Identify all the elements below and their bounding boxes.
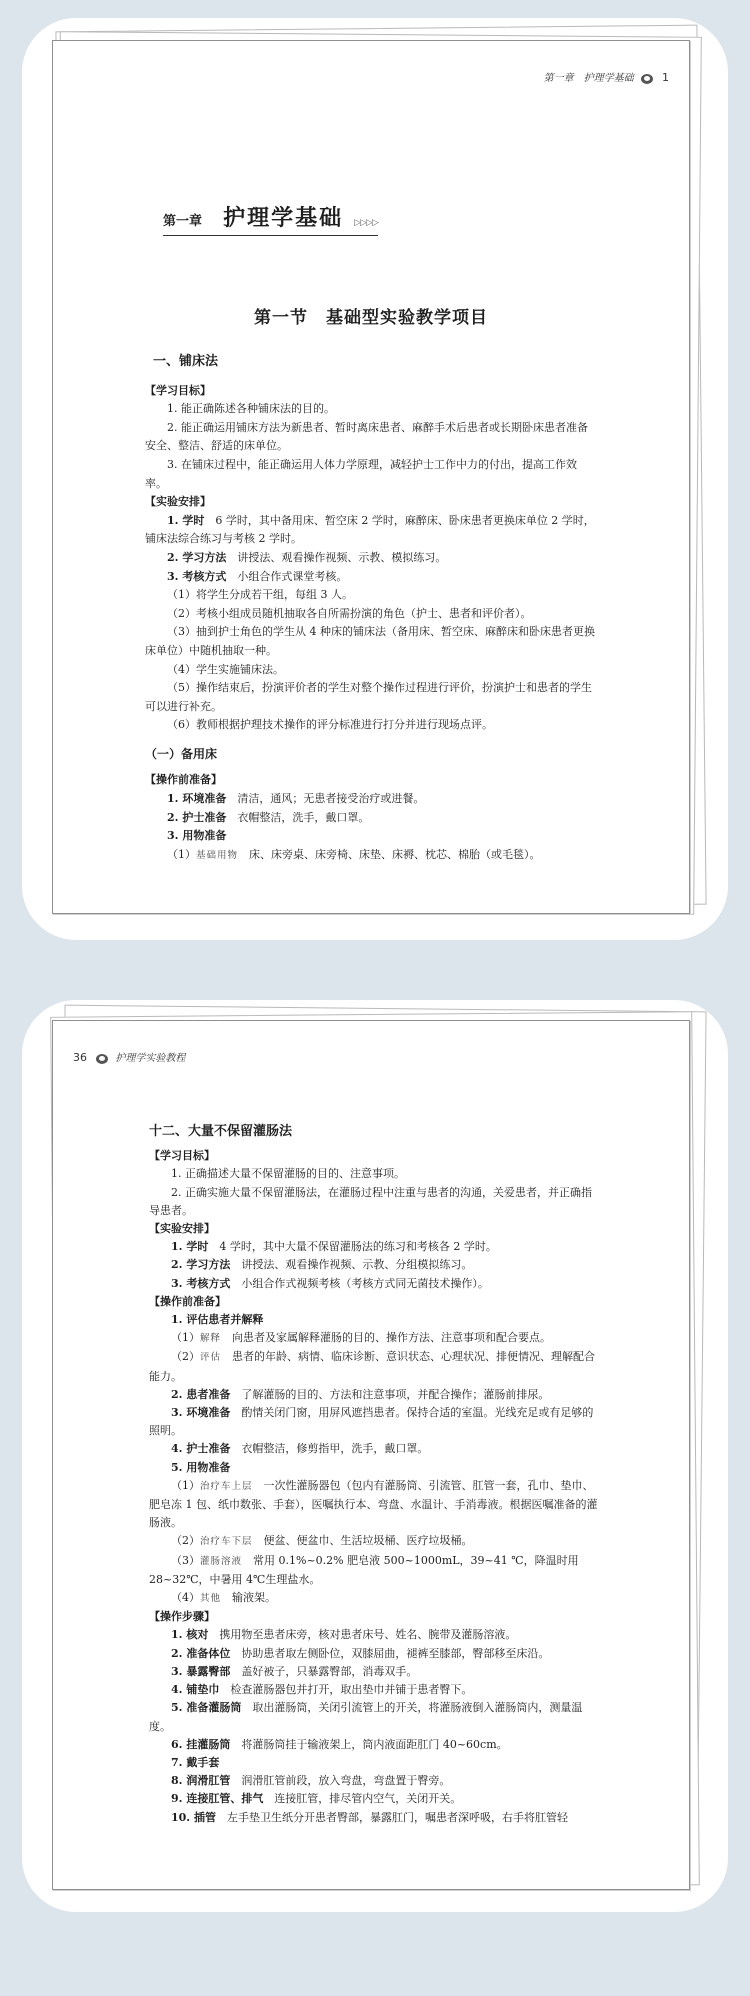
item-prefix: （1） bbox=[171, 1331, 200, 1345]
item-label: 1. 环境准备 bbox=[167, 792, 227, 806]
paragraph bbox=[145, 456, 597, 493]
section-title: 第一节 基础型实验教学项目 bbox=[254, 308, 488, 328]
paragraph bbox=[145, 771, 597, 790]
item-text: （5）操作结束后，扮演评价者的学生对整个操作过程进行评价，扮演护士和患者的学生可以进行补充。 bbox=[145, 681, 592, 713]
item-text: 输液架。 bbox=[221, 1591, 277, 1605]
item-label: 10. 插管 bbox=[171, 1810, 216, 1824]
item-text: 了解灌肠的目的、方法和注意事项，并配合操作；灌肠前排尿。 bbox=[230, 1387, 550, 1401]
item-prefix: （2） bbox=[171, 1534, 200, 1548]
paragraph bbox=[149, 1459, 601, 1477]
block-label: 【学习目标】 bbox=[145, 383, 211, 397]
topic-heading: 一、铺床法 bbox=[153, 354, 219, 369]
item-text: 向患者及家属解释灌肠的目的、操作方法、注意事项和配合要点。 bbox=[221, 1331, 552, 1345]
paragraph bbox=[145, 605, 597, 624]
paragraph bbox=[149, 1663, 601, 1681]
paragraph bbox=[149, 1589, 601, 1608]
paragraph bbox=[145, 493, 597, 512]
item-label: 3. 暴露臀部 bbox=[171, 1664, 231, 1678]
subheading: （一）备用床 bbox=[145, 746, 218, 761]
item-sublabel: 治疗车下层 bbox=[200, 1536, 253, 1548]
item-label: 8. 润滑肛管 bbox=[171, 1774, 231, 1788]
item-text: 一次性灌肠器包（包内有灌肠筒、引流管、肛管一套，孔巾、垫巾、肥皂冻 1 包、纸巾数张、手套），医嘱执行本、弯盘、水温计、手消毒液。根据医嘱准备的灌肠液。 bbox=[149, 1478, 598, 1530]
item-text: 衣帽整洁，修剪指甲，洗手，戴口罩。 bbox=[230, 1442, 429, 1456]
item-text: 2. 能正确运用铺床方法为新患者、暂时离床患者、麻醉手术后患者或长期卧床患者准备安全、整洁、舒适的床单位。 bbox=[145, 420, 588, 453]
paragraph bbox=[149, 1238, 601, 1256]
item-sublabel: 评估 bbox=[200, 1352, 222, 1364]
page-body bbox=[149, 1119, 601, 1827]
paragraph bbox=[145, 679, 597, 716]
paragraph bbox=[145, 790, 597, 809]
item-sublabel: 解释 bbox=[200, 1333, 222, 1345]
item-text: （6）教师根据护理技术操作的评分标准进行打分并进行现场点评。 bbox=[167, 718, 493, 732]
bottom-page-card bbox=[22, 1000, 728, 1912]
paragraph bbox=[149, 1184, 601, 1220]
paragraph bbox=[149, 1440, 601, 1458]
item-label: 2. 学习方法 bbox=[167, 550, 227, 564]
paragraph bbox=[149, 1256, 601, 1274]
paragraph bbox=[149, 1626, 601, 1644]
item-label: 4. 铺垫巾 bbox=[171, 1683, 220, 1697]
item-label: 2. 学习方法 bbox=[171, 1258, 231, 1272]
paragraph bbox=[149, 1275, 601, 1293]
paragraph-list bbox=[145, 382, 597, 735]
item-prefix: （1） bbox=[171, 1478, 200, 1492]
item-label: 4. 护士准备 bbox=[171, 1442, 231, 1456]
paragraph bbox=[149, 1754, 601, 1772]
item-text: 小组合作式视频考核（考核方式同无菌技术操作）。 bbox=[230, 1276, 489, 1290]
paragraph bbox=[149, 1404, 601, 1440]
book-page-1 bbox=[52, 40, 690, 914]
item-label: 5. 用物准备 bbox=[171, 1460, 231, 1474]
paragraph bbox=[149, 1477, 601, 1533]
book-page-36 bbox=[52, 1020, 690, 1890]
block-label: 【实验安排】 bbox=[145, 495, 211, 509]
running-header bbox=[73, 1049, 189, 1064]
item-label: 2. 患者准备 bbox=[171, 1387, 231, 1401]
paragraph bbox=[145, 716, 597, 735]
paragraph bbox=[145, 661, 597, 680]
item-sublabel: 治疗车上层 bbox=[200, 1480, 253, 1492]
paragraph bbox=[149, 1329, 601, 1348]
item-text: 清洁，通风；无患者接受治疗或进餐。 bbox=[226, 792, 425, 806]
block-label: 【操作前准备】 bbox=[149, 1294, 226, 1308]
paragraph bbox=[149, 1699, 601, 1735]
page-body bbox=[145, 349, 597, 865]
paragraph bbox=[149, 1386, 601, 1404]
item-label: 1. 核对 bbox=[171, 1628, 209, 1642]
item-text: 3. 在铺床过程中，能正确运用人体力学原理，减轻护士工作中力的付出，提高工作效率。 bbox=[145, 457, 577, 490]
item-text: （2）考核小组成员随机抽取各自所需扮演的角色（护士、患者和评价者）。 bbox=[167, 606, 532, 620]
item-text: 1. 正确描述大量不保留灌肠的目的、注意事项。 bbox=[171, 1167, 405, 1181]
item-text: 便盆、便盆巾、生活垃圾桶、医疗垃圾桶。 bbox=[252, 1534, 473, 1548]
item-label: 3. 考核方式 bbox=[171, 1276, 231, 1290]
chapter-number: 第一章 bbox=[163, 214, 203, 229]
header-text: 第一章 护理学基础 bbox=[543, 73, 634, 84]
paragraph bbox=[149, 1532, 601, 1551]
item-text: 常用 0.1%~0.2% 肥皂液 500~1000mL，39~41 ℃，降温时用 28~32℃，中暑用 4℃生理盐水。 bbox=[149, 1553, 579, 1586]
paragraph bbox=[149, 1772, 601, 1790]
item-text: 携用物至患者床旁，核对患者床号、姓名、腕带及灌肠溶液。 bbox=[208, 1628, 517, 1642]
item-prefix: （3） bbox=[171, 1553, 200, 1567]
item-prefix: （2） bbox=[171, 1350, 200, 1364]
running-header bbox=[540, 69, 669, 84]
item-text: 盖好被子，只暴露臀部，消毒双手。 bbox=[230, 1664, 418, 1678]
item-label: 5. 准备灌肠筒 bbox=[171, 1701, 242, 1715]
paragraph-list bbox=[149, 1147, 601, 1827]
item-label: 2. 护士准备 bbox=[167, 810, 227, 824]
header-text: 护理学实验教程 bbox=[115, 1053, 186, 1064]
item-text: 将灌肠筒挂于输液架上，筒内液面距肛门 40~60cm。 bbox=[230, 1737, 508, 1751]
item-prefix: （1） bbox=[167, 847, 196, 861]
item-text: （1）将学生分成若干组，每组 3 人。 bbox=[167, 588, 353, 602]
paragraph bbox=[145, 512, 597, 549]
top-page-card bbox=[22, 18, 728, 940]
paragraph bbox=[149, 1348, 601, 1385]
paragraph bbox=[149, 1552, 601, 1589]
paragraph bbox=[149, 1147, 601, 1165]
item-text: 患者的年龄、病情、临床诊断、意识状态、心理状况、排便情况、理解配合能力。 bbox=[149, 1350, 596, 1383]
item-sublabel: 基础用物 bbox=[196, 849, 239, 861]
paragraph bbox=[149, 1608, 601, 1626]
paragraph bbox=[145, 846, 597, 866]
paragraph bbox=[149, 1790, 601, 1808]
item-prefix: （4） bbox=[171, 1591, 200, 1605]
paragraph bbox=[145, 827, 597, 846]
item-label: 3. 用物准备 bbox=[167, 829, 227, 843]
item-text: 1. 能正确陈述各种铺床法的目的。 bbox=[167, 402, 335, 416]
paragraph bbox=[145, 419, 597, 456]
item-text: 协助患者取左侧卧位，双膝屈曲，褪裤至膝部，臀部移至床沿。 bbox=[230, 1646, 550, 1660]
item-text: 取出灌肠筒，关闭引流管上的开关，将灌肠液倒入灌肠筒内，测量温度。 bbox=[149, 1701, 583, 1733]
item-text: 连接肛管，排尽管内空气，关闭开关。 bbox=[263, 1792, 462, 1806]
item-text: （4）学生实施铺床法。 bbox=[167, 662, 284, 676]
item-text: 左手垫卫生纸分开患者臀部，暴露肛门，嘱患者深呼吸，右手将肛管轻 bbox=[215, 1810, 568, 1824]
item-text: 讲授法、观看操作视频、示教、模拟练习。 bbox=[226, 550, 447, 564]
block-label: 【操作前准备】 bbox=[145, 773, 222, 787]
logo-icon bbox=[96, 1054, 108, 1064]
item-text: 衣帽整洁，洗手，戴口罩。 bbox=[226, 810, 370, 824]
paragraph bbox=[149, 1311, 601, 1329]
paragraph bbox=[145, 568, 597, 587]
item-text: 润滑肛管前段，放入弯盘，弯盘置于臀旁。 bbox=[230, 1774, 451, 1788]
topic-heading: 十二、大量不保留灌肠法 bbox=[149, 1124, 293, 1139]
block-label: 【操作步骤】 bbox=[149, 1610, 215, 1624]
item-sublabel: 灌肠溶液 bbox=[200, 1555, 243, 1567]
item-label: 9. 连接肛管、排气 bbox=[171, 1792, 264, 1806]
paragraph bbox=[149, 1220, 601, 1238]
paragraph bbox=[149, 1293, 601, 1311]
item-sublabel: 其他 bbox=[200, 1593, 222, 1605]
item-text: 小组合作式课堂考核。 bbox=[226, 569, 348, 583]
paragraph bbox=[145, 400, 597, 419]
logo-icon bbox=[641, 74, 653, 84]
paragraph bbox=[149, 1681, 601, 1699]
item-text: （3）抽到护士角色的学生从 4 种床的铺床法（备用床、暂空床、麻醉床和卧床患者更换床单位）中随机抽取一种。 bbox=[145, 625, 595, 657]
item-label: 7. 戴手套 bbox=[171, 1755, 220, 1769]
item-text: 4 学时，其中大量不保留灌肠法的练习和考核各 2 学时。 bbox=[208, 1240, 497, 1254]
paragraph bbox=[145, 623, 597, 660]
item-text: 讲授法、观看操作视频、示教、分组模拟练习。 bbox=[230, 1258, 473, 1272]
item-text: 检查灌肠器包并打开，取出垫巾并铺于患者臀下。 bbox=[219, 1683, 473, 1697]
item-label: 6. 挂灌肠筒 bbox=[171, 1737, 231, 1751]
item-label: 1. 评估患者并解释 bbox=[171, 1313, 264, 1327]
item-text: 2. 正确实施大量不保留灌肠法，在灌肠过程中注重与患者的沟通，关爱患者，并正确指导患者。 bbox=[149, 1185, 592, 1217]
block-label: 【实验安排】 bbox=[149, 1222, 215, 1236]
chapter-title: 护理学基础 bbox=[223, 205, 344, 231]
item-label: 2. 准备体位 bbox=[171, 1646, 231, 1660]
block-label: 【学习目标】 bbox=[149, 1149, 215, 1163]
page-number: 1 bbox=[662, 71, 669, 84]
paragraph bbox=[149, 1645, 601, 1663]
chapter-heading bbox=[163, 201, 378, 236]
paragraph bbox=[145, 549, 597, 568]
item-label: 3. 考核方式 bbox=[167, 569, 227, 583]
paragraph bbox=[149, 1165, 601, 1183]
paragraph bbox=[145, 809, 597, 828]
paragraph bbox=[145, 586, 597, 605]
paragraph bbox=[149, 1809, 601, 1827]
item-text: 6 学时，其中备用床、暂空床 2 学时，麻醉床、卧床患者更换床单位 2 学时，铺床法综合练习与考核 2 学时。 bbox=[145, 513, 595, 546]
arrows-icon: ▷▷▷▷ bbox=[354, 218, 378, 228]
page-number: 36 bbox=[73, 1051, 87, 1064]
paragraph-list bbox=[145, 771, 597, 865]
item-text: 床、床旁桌、床旁椅、床垫、床褥、枕芯、棉胎（或毛毯）。 bbox=[238, 847, 541, 861]
item-label: 1. 学时 bbox=[167, 513, 205, 527]
item-text: 酌情关闭门窗，用屏风遮挡患者。保持合适的室温。光线充足或有足够的照明。 bbox=[149, 1406, 594, 1438]
item-label: 3. 环境准备 bbox=[171, 1406, 231, 1420]
paragraph bbox=[145, 382, 597, 401]
paragraph bbox=[149, 1736, 601, 1754]
item-label: 1. 学时 bbox=[171, 1240, 209, 1254]
